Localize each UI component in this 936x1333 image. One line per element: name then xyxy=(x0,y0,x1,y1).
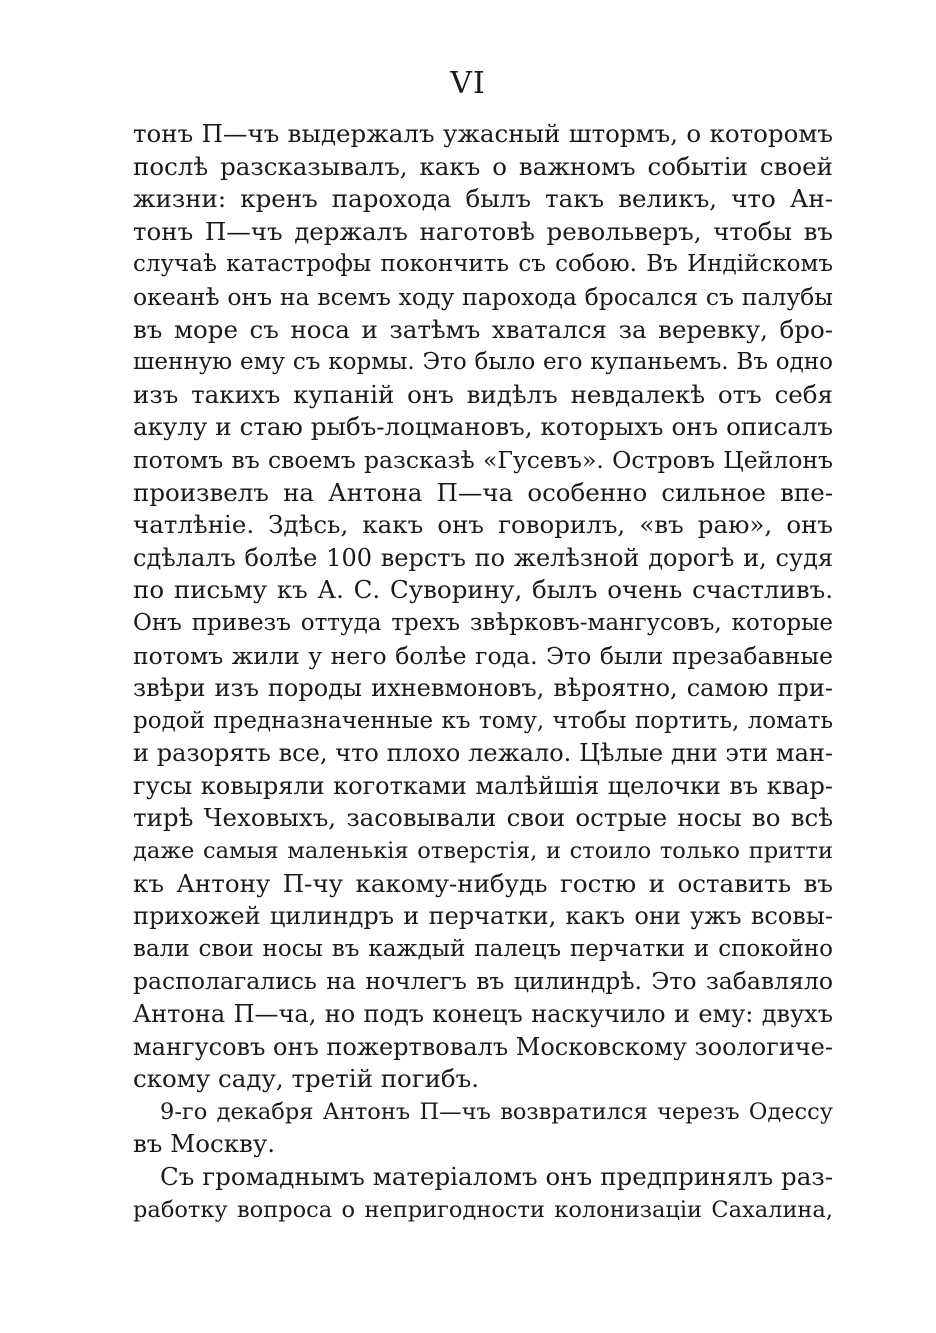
text-line: къ Антону П-чу какому-нибудь гостю и оставить въ xyxy=(133,868,833,898)
text-line: океанѣ онъ на всемъ ходу парохода бросался съ палубы xyxy=(133,282,833,311)
text-line: тонъ П—чъ держалъ наготовѣ револьверъ, чтобы въ xyxy=(133,216,833,246)
text-line: жизни: кренъ парохода былъ такъ великъ, что Ан- xyxy=(133,184,833,214)
text-line: потомъ жили у него болѣе года. Это были презабавные xyxy=(133,641,833,670)
text-line: чатлѣніе. Здѣсь, какъ онъ говорилъ, «въ раю», онъ xyxy=(133,510,833,540)
text-line: работку вопроса о непригодности колонизаціи Сахалина, xyxy=(133,1196,833,1223)
text-line: въ Москву. xyxy=(133,1129,276,1159)
text-line: тирѣ Чеховыхъ, засовывали свои острые носы во всѣ xyxy=(133,803,833,833)
text-line: мангусовъ онъ пожертвовалъ Московскому зоологиче- xyxy=(133,1032,833,1061)
text-line: произвелъ на Антона П—ча особенно сильное впе- xyxy=(133,477,833,507)
text-line: сдѣлалъ болѣе 100 верстъ по желѣзной дорогѣ и, судя xyxy=(133,543,833,572)
text-line: Антона П—ча, но подъ конецъ наскучило и ему: двухъ xyxy=(133,1000,833,1029)
body-text xyxy=(133,118,833,1226)
text-line: вали свои носы въ каждый палецъ перчатки и спокойно xyxy=(133,935,833,962)
text-line: звѣри изъ породы ихневмоновъ, вѣроятно, самою при- xyxy=(133,674,833,703)
text-line: даже самыя маленькія отверстія, и стоило только притти xyxy=(133,838,833,865)
text-line: тонъ П—чъ выдержалъ ужасный штормъ, о которомъ xyxy=(133,119,833,148)
text-line: гусы ковыряли коготками малѣйшія щелочки въ квар- xyxy=(133,771,833,800)
text-line: потомъ въ своемъ разсказѣ «Гусевъ». Островъ Цейлонъ xyxy=(133,445,833,474)
text-line: скому саду, третій погибъ. xyxy=(133,1064,480,1094)
text-line: акулу и стаю рыбъ-лоцмановъ, которыхъ онъ описалъ xyxy=(133,412,833,442)
page-number: VI xyxy=(450,66,486,101)
text-line: 9-го декабря Антонъ П—чъ возвратился черезъ Одессу xyxy=(160,1098,833,1125)
text-line: послѣ разсказывалъ, какъ о важномъ событіи своей xyxy=(133,151,833,181)
text-line: прихожей цилиндръ и перчатки, какъ они ужъ всовы- xyxy=(133,902,833,931)
text-line: въ море съ носа и затѣмъ хватался за веревку, бро- xyxy=(133,314,833,344)
text-line: располагались на ночлегъ въ цилиндрѣ. Это забавляло xyxy=(133,967,833,996)
paragraph-1 xyxy=(133,118,833,1096)
text-line: изъ такихъ купаній онъ видѣлъ невдалекѣ отъ себя xyxy=(133,379,833,409)
text-line: шенную ему съ кормы. Это было его купаньемъ. Въ одно xyxy=(133,349,833,376)
text-line: Онъ привезъ оттуда трехъ звѣрковъ-мангусовъ, которые xyxy=(133,609,833,636)
text-line: по письму къ А. С. Суворину, былъ очень счастливъ. xyxy=(133,575,833,605)
paragraph-3 xyxy=(133,1161,833,1226)
text-line: случаѣ катастрофы покончить съ собою. Въ Индійскомъ xyxy=(133,251,833,278)
text-line: и разорять все, что плохо лежало. Цѣлые дни эти ман- xyxy=(133,739,833,768)
paragraph-2 xyxy=(133,1096,833,1161)
text-line: Съ громаднымъ матеріаломъ онъ предпринялъ раз- xyxy=(160,1162,833,1191)
text-line: родой предназначенные къ тому, чтобы портить, ломать xyxy=(133,707,833,734)
